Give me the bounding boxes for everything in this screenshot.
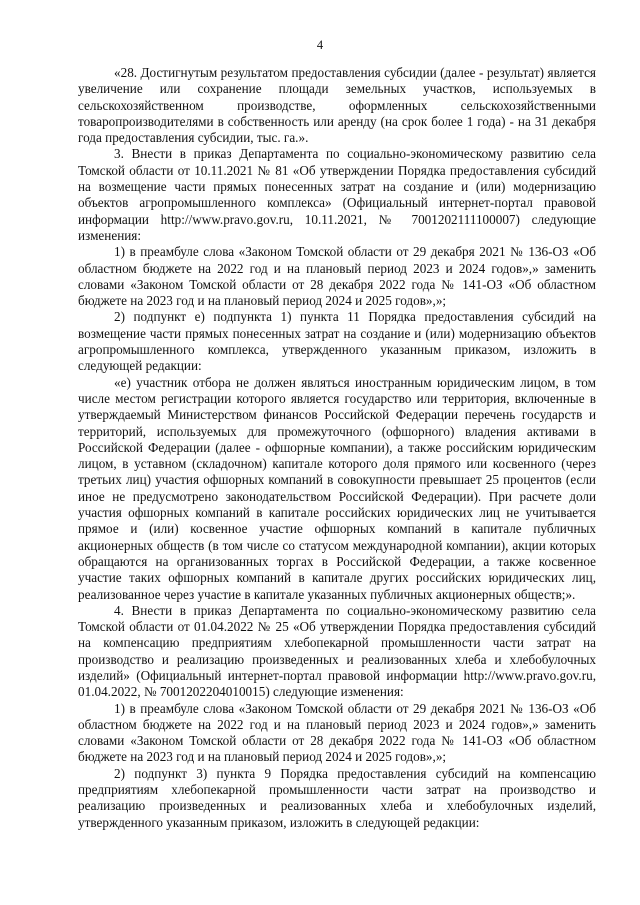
paragraph-item-4-1: 1) в преамбуле слова «Законом Томской области от 29 декабря 2021 № 136-ОЗ «Об областном бюджете на 2022 год и на плановый период 2023 и 2024 годов»,» заменить словами «Законом Томской области от 28 декабря 2022 года № 141-ОЗ «Об областном бюджете на 2023 год и на плановый период 2024 и 2025 годов»,»;	[78, 700, 596, 765]
paragraph-result-definition: «28. Достигнутым результатом предоставления субсидии (далее - результат) является увеличение или сохранение площади земельных участков, используемых в сельскохозяйственном производстве, оформленных сельскохозяйственными товаропроизводителями в собственность или аренду (на срок более 1 года) - на 31 декабря года предоставления субсидии, тыс. га.».	[78, 65, 596, 146]
paragraph-subitem-e: «е) участник отбора не должен являться иностранным юридическим лицом, в том числе местом регистрации которого является государство или территория, включенные в утверждаемый Министерством финансов Российской Федерации перечень государств и территорий, используемых для промежуточного (офшорного) владения активами в Российской Федерации (далее - офшорные компании), а также российским юридическим лицом, в уставном (складочном) капитале которого доля прямого или косвенного (через третьих лиц) участия офшорных компаний в совокупности превышает 25 процентов (если иное не предусмотрено законодательством Российской Федерации). При расчете доли участия офшорных компаний в капитале российских юридических лиц не учитывается прямое и (или) косвенное участие офшорных компаний в капитале публичных акционерных обществ (в том числе со статусом международной компании), акции которых обращаются на организованных торгах в Российской Федерации, а также косвенное участие таких офшорных компаний в капитале других российских юридических лиц, реализованное через участие в капитале указанных публичных акционерных обществ;».	[78, 374, 596, 602]
paragraph-item-3: 3. Внести в приказ Департамента по социально-экономическому развитию села Томской области от 10.11.2021 № 81 «Об утверждении Порядка предоставления субсидий на возмещение части прямых понесенных затрат на создание и (или) модернизацию объектов агропромышленного комплекса» (Официальный интернет-портал правовой информации http://www.pravo.gov.ru, 10.11.2021, № 7001202111100007) следующие изменения:	[78, 146, 596, 243]
paragraph-item-3-2: 2) подпункт е) подпункта 1) пункта 11 Порядка предоставления субсидий на возмещение части прямых понесенных затрат на создание и (или) модернизацию объектов агропромышленного комплекса, утвержденного указанным приказом, изложить в следующей редакции:	[78, 309, 596, 374]
document-body	[78, 65, 596, 831]
paragraph-item-4-2: 2) подпункт 3) пункта 9 Порядка предоставления субсидий на компенсацию предприятиям хлебопекарной промышленности части затрат на производство и реализацию произведенных и реализованных хлеба и хлебобулочных изделий, утвержденного указанным приказом, изложить в следующей редакции:	[78, 765, 596, 830]
page-number: 4	[316, 38, 324, 52]
paragraph-item-3-1: 1) в преамбуле слова «Законом Томской области от 29 декабря 2021 № 136-ОЗ «Об областном бюджете на 2022 год и на плановый период 2023 и 2024 годов»,» заменить словами «Законом Томской области от 28 декабря 2022 года № 141-ОЗ «Об областном бюджете на 2023 год и на плановый период 2024 и 2025 годов»,»;	[78, 244, 596, 309]
paragraph-item-4: 4. Внести в приказ Департамента по социально-экономическому развитию села Томской области от 01.04.2022 № 25 «Об утверждении Порядка предоставления субсидий на компенсацию предприятиям хлебопекарной промышленности части затрат на производство и реализацию произведенных и реализованных хлеба и хлебобулочных изделий» (Официальный интернет-портал правовой информации http://www.pravo.gov.ru, 01.04.2022, № 7001202204010015) следующие изменения:	[78, 602, 596, 700]
